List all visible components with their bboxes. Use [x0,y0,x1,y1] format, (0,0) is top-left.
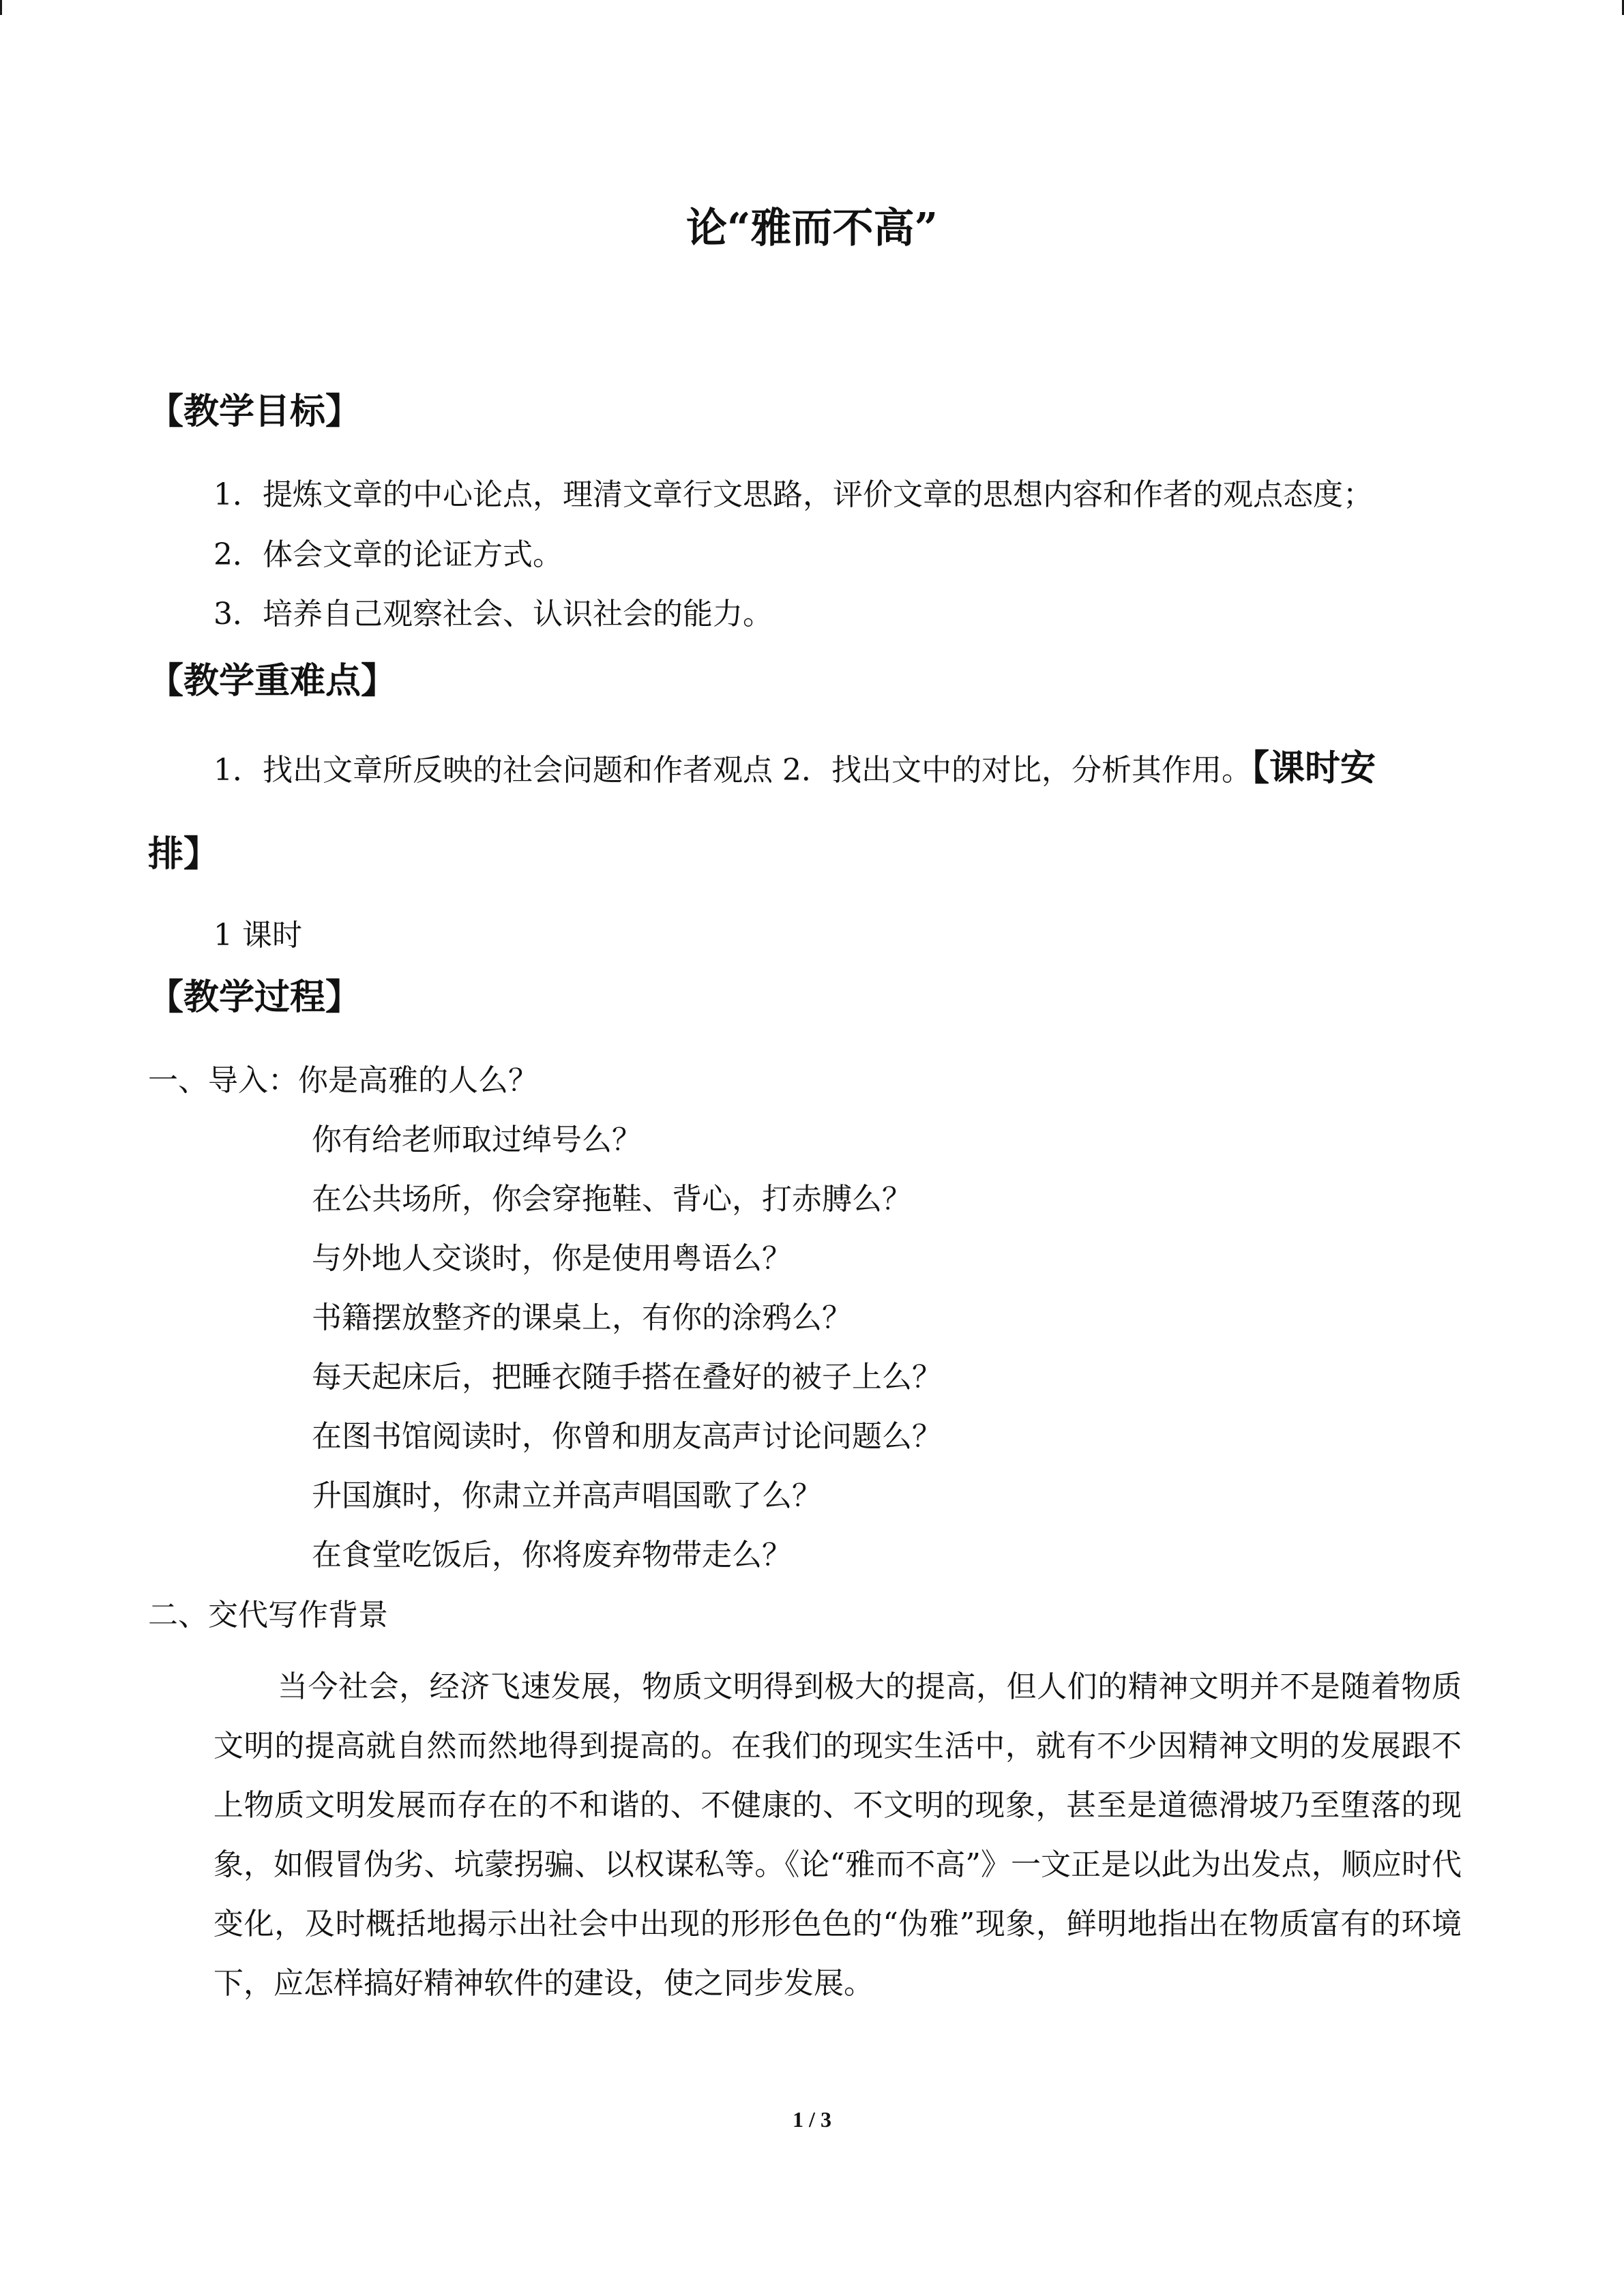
schedule-heading-part1: 【课时安 [1251,747,1376,789]
intro-question: 与外地人交谈时，你是使用粤语么？ [312,1241,792,1276]
intro-question: 在食堂吃饭后，你将废弃物带走么？ [312,1538,792,1572]
process-heading: 【教学过程】 [148,976,361,1018]
key-points-line [213,747,1376,789]
intro-question: 每天起床后，把睡衣随手搭在叠好的被子上么？ [312,1360,942,1395]
intro-question: 你有给老师取过绰号么？ [312,1122,642,1157]
page-title: 论“雅而不高” [685,205,939,252]
key-points-heading: 【教学重难点】 [148,660,397,702]
schedule-heading-part2: 排】 [148,833,220,875]
intro-question: 升国旗时，你肃立并高声唱国歌了么？ [312,1478,822,1513]
intro-question: 在公共场所，你会穿拖鞋、背心，打赤膊么？ [312,1182,912,1217]
corner-mark-left [0,0,2,15]
objective-item-1: 1．提炼文章的中心论点，理清文章行文思路，评价文章的思想内容和作者的观点态度； [213,477,1373,512]
intro-question: 书籍摆放整齐的课桌上，有你的涂鸦么？ [312,1300,852,1335]
intro-label: 一、导入：你是高雅的人么？ [148,1063,538,1098]
schedule-text: 1 课时 [213,918,302,953]
background-paragraph: 当今社会，经济飞速发展，物质文明得到极大的提高，但人们的精神文明并不是随着物质文明的提高就自然而然地得到提高的。在我们的现实生活中，就有不少因精神文明的发展跟不上物质文明发展而存在的不和谐的、不健康的、不文明的现象，甚至是道德滑坡乃至堕落的现象，如假冒伪劣、坑蒙拐骗、以权谋私等。《论“雅而不高”》一文正是以此为出发点，顺应时代变化，及时概括地揭示出社会中出现的形形色色的“伪雅”现象，鲜明地指出在物质富有的环境下，应怎样搞好精神软件的建设，使之同步发展。 [213,1669,1462,2001]
objectives-heading: 【教学目标】 [148,391,361,432]
objective-item-3: 3．培养自己观察社会、认识社会的能力。 [213,597,773,631]
objective-item-2: 2．体会文章的论证方式。 [213,537,563,572]
background-label: 二、交代写作背景 [148,1598,388,1632]
page-number: 1 / 3 [793,2107,831,2132]
intro-question: 在图书馆阅读时，你曾和朋友高声讨论问题么？ [312,1419,942,1454]
key-points-text: 1．找出文章所反映的社会问题和作者观点 2．找出文中的对比，分析其作用。 [213,753,1252,788]
